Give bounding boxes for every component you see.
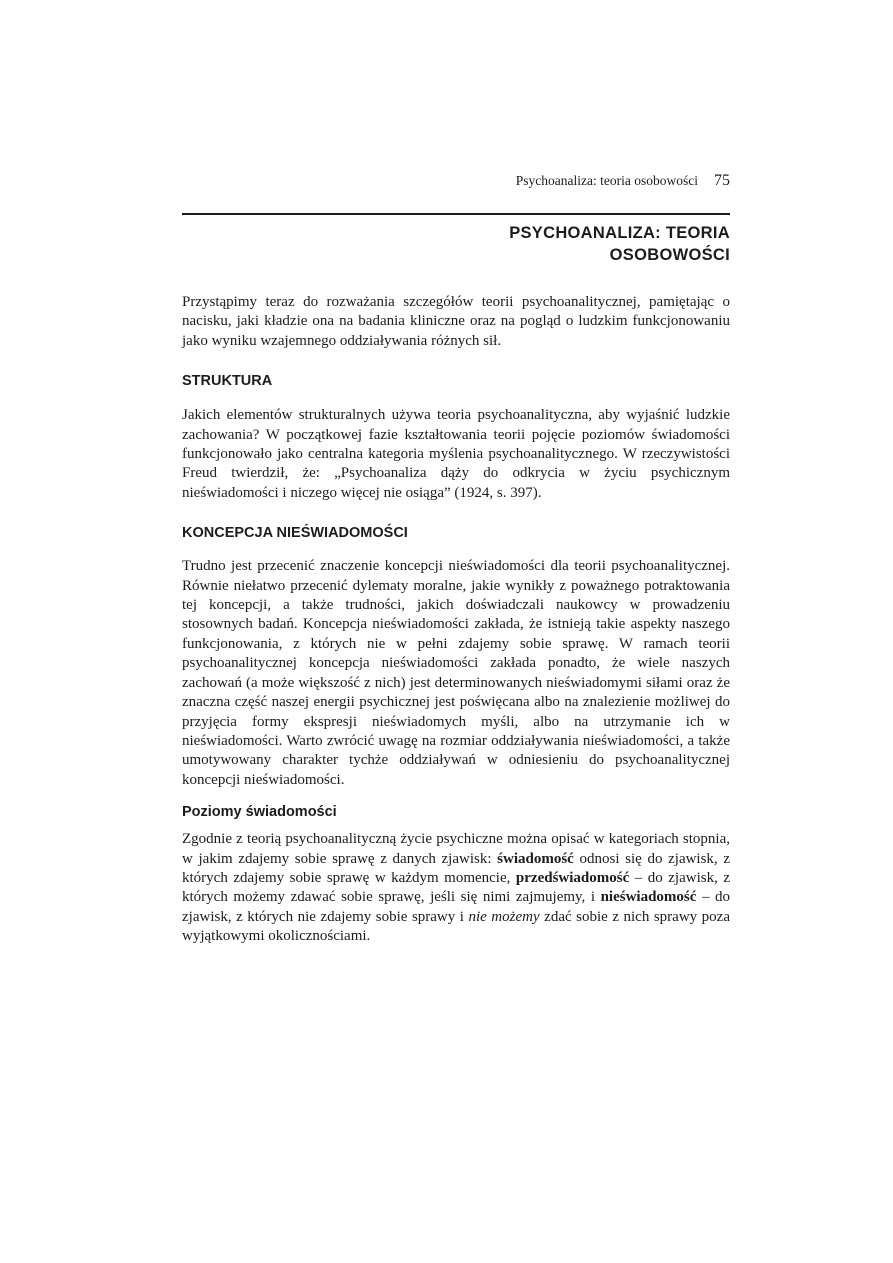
- header-rule: [182, 213, 730, 215]
- term-przedswiadomosc: przedświadomość: [515, 869, 630, 886]
- poziomy-paragraph: [182, 830, 730, 946]
- running-title: Psychoanaliza: teoria osobowości: [515, 173, 698, 188]
- subsection-heading-poziomy: Poziomy świadomości: [182, 804, 337, 821]
- poziomy-text-3: – do zjawisk, z których możemy zdawać sobie sprawę, jeśli się nimi zajmujemy, i: [182, 869, 731, 906]
- poziomy-text-4: – do zjawisk, z których nie zdajemy sobie sprawy i: [182, 889, 731, 925]
- intro-paragraph: Przystąpimy teraz do rozważania szczegółów teorii psychoanalitycznej, pamiętając o nacisku, jaki kładzie ona na badania kliniczne oraz na pogląd o ludzkim funkcjonowaniu jako wyniku wzajemnego oddziaływania różnych sił.: [182, 294, 730, 349]
- struktura-paragraph: Jakich elementów strukturalnych używa teoria psychoanalityczna, aby wyjaśnić ludzkie zachowania? W początkowej fazie kształtowania teorii pojęcie poziomów świadomości funkcjonowało jako centralna kategoria myślenia psychoanalitycznego. W rzeczywistości Freud twierdził, że: „Psychoanaliza dąży do odkrycia w życiu psychicznym nieświadomości i niczego więcej nie osiąga” (1924, s. 397).: [182, 407, 730, 501]
- poziomy-text-1: Zgodnie z teorią psychoanalityczną życie psychiczne można opisać w kategoriach stopnia, w jakim zdajemy sobie sprawę z danych zjawisk:: [182, 831, 730, 867]
- page-number: 75: [714, 172, 730, 189]
- running-header: [182, 172, 730, 198]
- koncepcja-paragraph: Trudno jest przecenić znaczenie koncepcji nieświadomości dla teorii psychoanalitycznej. Równie niełatwo przecenić dylematy moralne, jakie wynikły z poważnego potraktowania tej koncepcji, a także trudności, jakich doświadczali naukowcy w prowadzeniu stosownych badań. Koncepcja nieświadomości zakłada, że istnieją takie aspekty naszego funkcjonowania, z których nie w pełni zdajemy sobie sprawę. W ramach teorii psychoanalitycznej koncepcja nieświadomości zakłada ponadto, że wiele naszych zachowań (a może większość z nich) jest determinowanych nieświadomymi siłami oraz że znaczna część naszej energii psychicznej jest poświęcana albo na znalezienie możliwej do przyjęcia formy ekspresji nieświadomych myśli, albo na utrzymanie ich w nieświadomości. Warto zwrócić uwagę na rozmiar oddziaływania nieświadomości, a także umotywowany charakter tychże oddziaływań w odniesieniu do psychoanalitycznej koncepcji nieświadomości.: [182, 558, 730, 788]
- term-swiadomosc: świadomość: [497, 850, 574, 867]
- emphasis-nie-mozemy: nie możemy: [468, 908, 540, 925]
- section-heading-koncepcja: KONCEPCJA NIEŚWIADOMOŚCI: [182, 525, 408, 542]
- book-page: [182, 172, 730, 947]
- section-heading-struktura: STRUKTURA: [182, 373, 273, 390]
- term-nieswiadomosc: nieświadomość: [600, 889, 697, 906]
- chapter-title: [182, 222, 730, 266]
- chapter-title-line1: PSYCHOANALIZA: TEORIA: [509, 224, 730, 242]
- poziomy-text-2: odnosi się do zjawisk, z których zdajemy sobie sprawę w każdym momencie,: [182, 850, 730, 886]
- poziomy-text-5: zdać sobie z nich sprawy poza wyjątkowymi okolicznościami.: [182, 908, 730, 945]
- chapter-title-line2: OSOBOWOŚCI: [609, 246, 730, 264]
